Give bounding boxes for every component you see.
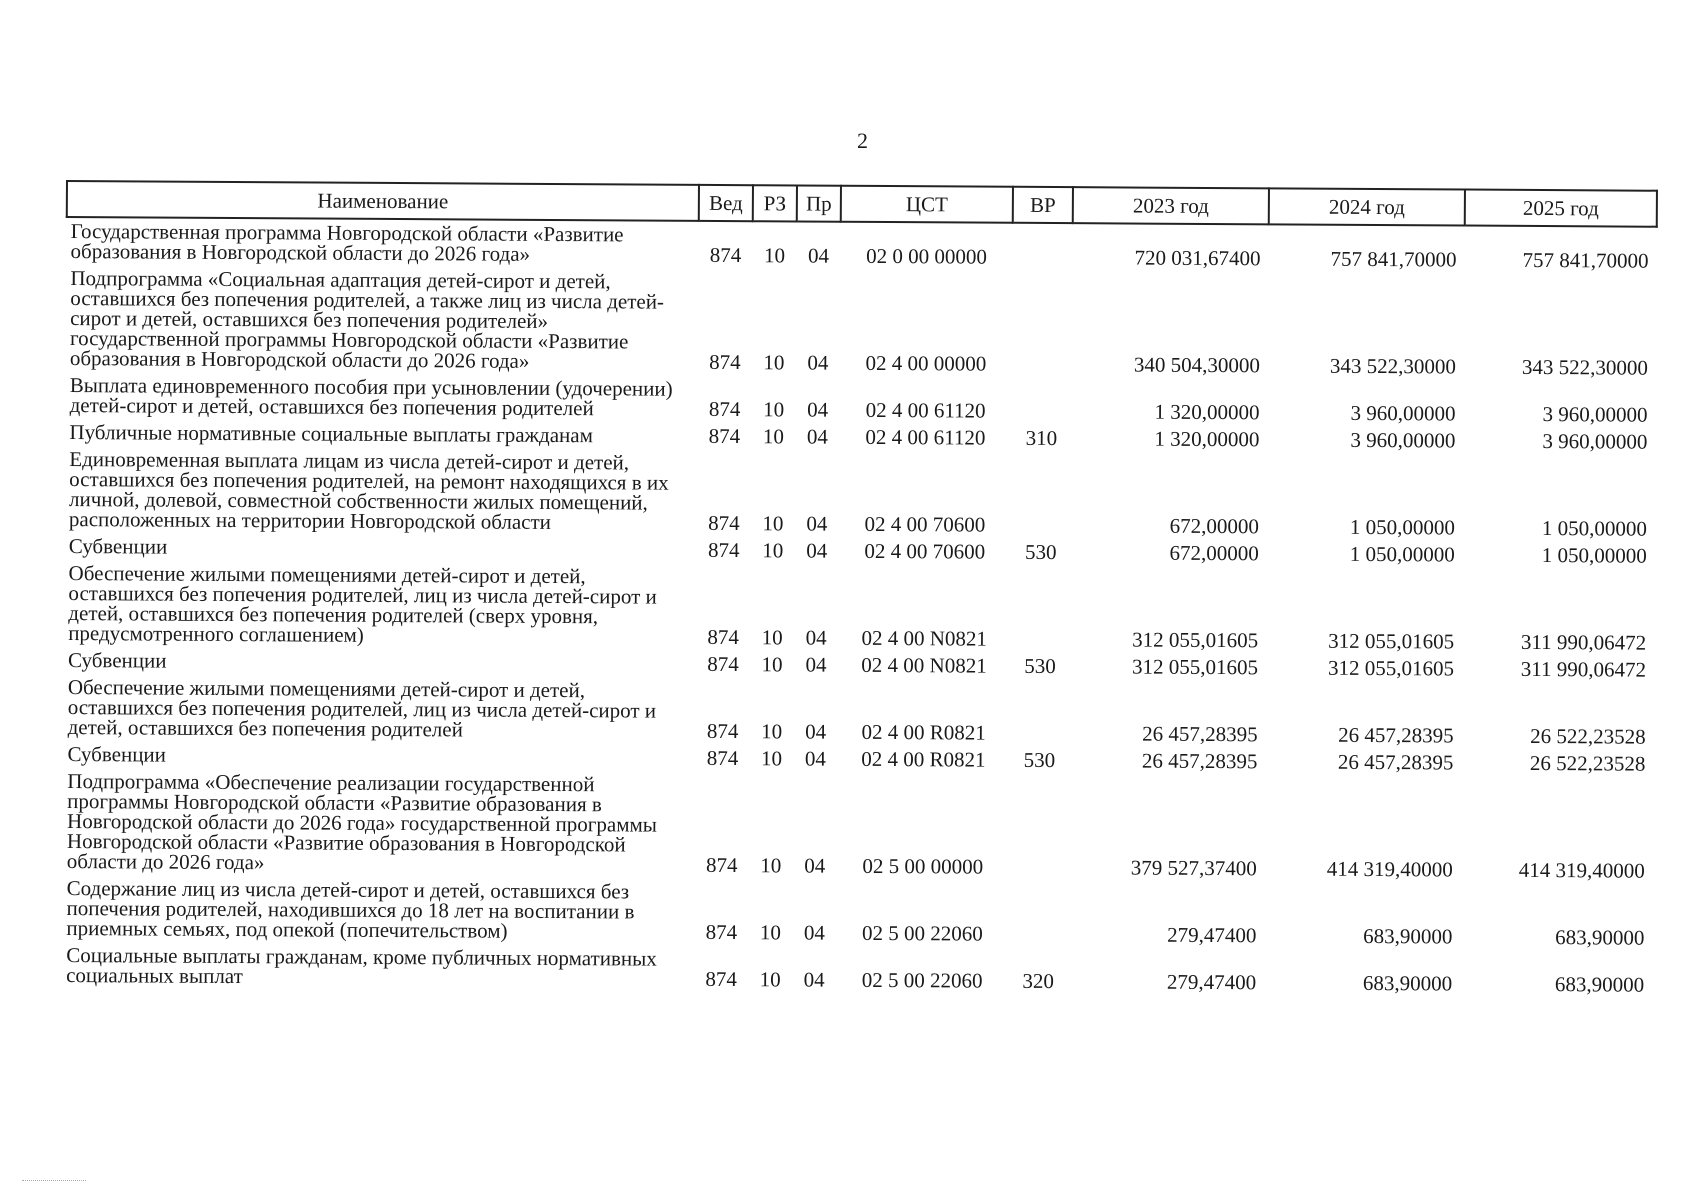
row-cst-cell: 02 4 00 70600: [864, 511, 986, 537]
row-2023-cell: 26 457,28395: [1141, 748, 1258, 774]
row-ved-cell: 874: [706, 852, 738, 878]
row-ved-cell: 874: [698, 221, 752, 269]
row-ved-cell: 874: [706, 718, 739, 744]
header-rz: РЗ: [753, 185, 797, 221]
row-vr-cell: [1012, 378, 1072, 425]
row-cst-cell: 02 4 00 00000: [865, 350, 987, 376]
row-pr-cell: 04: [806, 424, 829, 449]
row-rz-cell: 10: [761, 625, 783, 650]
row-name-cell: Социальные выплаты гражданам, кроме публичных нормативных социальных выплат: [66, 943, 657, 989]
row-pr-cell: 04: [805, 719, 827, 744]
row-rz-cell: 10: [759, 920, 781, 945]
row-2023-cell: 1 320,00000: [1154, 399, 1260, 425]
row-2024-cell: 757 841,70000: [1268, 224, 1464, 273]
page-number: 2: [857, 128, 868, 153]
row-2024-cell: 683,90000: [1362, 970, 1453, 996]
row-pr-cell: 04: [804, 853, 826, 878]
header-cst: ЦСТ: [841, 186, 1013, 223]
row-ved-cell: 874: [708, 510, 740, 536]
row-2025-cell: 3 960,00000: [1542, 402, 1648, 427]
row-2024-cell: 343 522,30000: [1329, 353, 1456, 379]
row-ved-cell: 874: [708, 423, 741, 449]
table-row: [65, 446, 1656, 543]
row-name-cell: Субвенции: [68, 534, 168, 559]
row-cst-cell: 02 4 00 61120: [865, 397, 986, 423]
row-name-cell: Обеспечение жилыми помещениями детей-сирот и детей, оставшихся без попечения родителей, лиц из числа детей-сирот и детей, оставшихся без попечения родителей (сверх уровня, предусмотренного соглашением): [68, 561, 657, 647]
row-rz-cell: 10: [763, 350, 785, 375]
table-row: [64, 674, 1654, 751]
row-2023-cell: 720 031,67400: [1072, 223, 1268, 272]
scan-artifact: [22, 1180, 86, 1183]
row-2025-cell: 1 050,00000: [1541, 543, 1647, 568]
row-2025-cell: 683,90000: [1555, 925, 1645, 950]
row-rz-cell: 10: [761, 652, 783, 677]
header-2023: 2023 год: [1073, 187, 1269, 224]
row-2025-cell: 683,90000: [1554, 972, 1645, 997]
row-2025-cell: 3 960,00000: [1542, 429, 1648, 454]
row-pr-cell: 04: [807, 350, 829, 375]
row-vr-cell: [1010, 680, 1070, 747]
row-rz-cell: 10: [760, 746, 783, 771]
row-2023-cell: 279,47400: [1166, 969, 1257, 995]
row-pr-cell: 04: [806, 538, 828, 563]
row-vr-cell: 530: [1023, 747, 1056, 773]
row-2023-cell: 379 527,37400: [1130, 855, 1257, 881]
row-name-cell: Выплата единовременного пособия при усыновлении (удочерении) детей-сирот и детей, оставшихся без попечения родителей: [69, 373, 673, 421]
row-vr-cell: 310: [1025, 425, 1058, 451]
row-vr-cell: [1010, 566, 1071, 653]
row-2023-cell: 312 055,01605: [1132, 627, 1259, 653]
row-2025-cell: 26 522,23528: [1529, 750, 1646, 776]
row-2023-cell: 672,00000: [1169, 540, 1259, 566]
row-rz-cell: 10: [752, 221, 796, 269]
row-cst-cell: 02 5 00 22060: [861, 920, 983, 946]
row-pr-cell: 04: [803, 967, 825, 992]
row-rz-cell: 10: [759, 967, 781, 992]
row-vr-cell: 530: [1024, 653, 1056, 679]
row-name-cell: Обеспечение жилыми помещениями детей-сирот и детей, оставшихся без попечения родителей, лиц из числа детей-сирот и детей, оставшихся без попечения родителей: [67, 675, 657, 742]
row-cst-cell: 02 4 00 70600: [864, 538, 986, 564]
row-2025-cell: 1 050,00000: [1541, 516, 1647, 541]
row-2025-cell: 414 319,40000: [1518, 857, 1645, 883]
row-cst-cell: 02 5 00 00000: [862, 853, 984, 879]
row-ved-cell: 874: [707, 537, 740, 563]
header-2024: 2024 год: [1269, 188, 1465, 225]
row-ved-cell: 874: [709, 349, 741, 375]
row-vr-cell: [1011, 452, 1072, 539]
row-2024-cell: 3 960,00000: [1350, 400, 1456, 426]
row-name-cell: Содержание лиц из числа детей-сирот и детей, оставшихся без попечения родителей, находившихся до 18 лет на воспитании в приемных семьях, под опекой (попечительством): [66, 876, 635, 943]
header-name: Наименование: [67, 181, 699, 221]
row-pr-cell: 04: [805, 652, 827, 677]
row-pr-cell: 04: [807, 397, 829, 422]
row-rz-cell: 10: [763, 397, 785, 422]
table-row: [66, 265, 1657, 382]
row-cst-cell: 02 4 00 R0821: [861, 719, 986, 745]
row-rz-cell: 10: [760, 853, 782, 878]
row-cst-cell: 02 4 00 N0821: [861, 652, 987, 678]
row-ved-cell: 874: [706, 745, 739, 771]
row-ved-cell: 874: [705, 966, 737, 992]
row-vr-cell: [1009, 774, 1070, 881]
row-vr-cell: [1008, 881, 1068, 948]
row-vr-cell: 530: [1024, 539, 1057, 565]
row-ved-cell: 874: [707, 624, 740, 650]
row-2023-cell: 312 055,01605: [1131, 654, 1259, 680]
row-pr-cell: 04: [805, 625, 827, 650]
row-2024-cell: 26 457,28395: [1337, 749, 1454, 775]
row-2025-cell: 343 522,30000: [1521, 354, 1648, 380]
row-name-cell: Субвенции: [67, 742, 167, 767]
budget-table: [61, 180, 1658, 999]
row-2024-cell: 683,90000: [1363, 923, 1453, 949]
row-2024-cell: 312 055,01605: [1327, 655, 1455, 681]
row-2025-cell: 26 522,23528: [1530, 723, 1646, 749]
row-2024-cell: 3 960,00000: [1350, 427, 1456, 453]
row-2023-cell: 279,47400: [1167, 922, 1257, 948]
row-name-cell: Публичные нормативные социальные выплаты гражданам: [69, 420, 594, 448]
table-row: [63, 768, 1654, 885]
header-vr: ВР: [1013, 187, 1073, 223]
row-name-cell: Государственная программа Новгородской области «Развитие образования в Новгородской области до 2026 года»: [66, 217, 698, 269]
row-cst-cell: 02 0 00 00000: [840, 222, 1012, 271]
row-2023-cell: 672,00000: [1169, 513, 1259, 539]
row-2025-cell: 311 990,06472: [1520, 629, 1647, 655]
row-2023-cell: 26 457,28395: [1142, 721, 1258, 747]
row-2023-cell: 1 320,00000: [1154, 426, 1260, 452]
row-cst-cell: 02 4 00 R0821: [861, 746, 986, 772]
row-2024-cell: 26 457,28395: [1338, 722, 1454, 748]
row-pr-cell: 04: [804, 746, 827, 771]
row-ved-cell: 874: [708, 396, 741, 422]
row-cst-cell: 02 4 00 N0821: [861, 625, 987, 651]
row-rz-cell: 10: [762, 424, 785, 449]
row-rz-cell: 10: [762, 511, 784, 536]
row-ved-cell: 874: [705, 919, 738, 945]
row-name-cell: Подпрограмма «Социальная адаптация детей-сирот и детей, оставшихся без попечения родителей, а также лиц из числа детей-сирот и детей, оставшихся без попечения родителей» государственной программы Новгородской области «Развитие образования в Новгородской области до 2026 года»: [69, 266, 665, 373]
row-2024-cell: 312 055,01605: [1328, 628, 1455, 654]
table-row: [62, 875, 1652, 952]
header-2025: 2025 год: [1465, 190, 1657, 227]
row-pr-cell: 04: [806, 511, 828, 536]
row-2023-cell: 340 504,30000: [1133, 352, 1260, 378]
row-cst-cell: 02 5 00 22060: [861, 967, 983, 993]
row-2024-cell: 1 050,00000: [1349, 541, 1455, 567]
row-cst-cell: 02 4 00 61120: [865, 424, 986, 450]
table-row: [64, 560, 1655, 657]
row-name-cell: Подпрограмма «Обеспечение реализации государственной программы Новгородской области «Развитие образования в Новгородской области до 2026 года» государственной программы Новгородской области «Развитие образования в Новгородской области до 2026 года»: [66, 769, 658, 875]
row-rz-cell: 10: [761, 719, 783, 744]
row-2024-cell: 414 319,40000: [1326, 856, 1453, 882]
row-pr-cell: 04: [796, 221, 840, 269]
row-2024-cell: 1 050,00000: [1349, 514, 1455, 540]
row-2025-cell: 311 990,06472: [1520, 656, 1647, 682]
row-name-cell: Единовременная выплата лицам из числа детей-сирот и детей, оставшихся без попечения родителей, на ремонт находящихся в их личной, долевой, совместной собственности жилых помещений, расположенных на территории Новгородской области: [68, 447, 669, 534]
row-pr-cell: 04: [803, 920, 825, 945]
row-2025-cell: 757 841,70000: [1464, 226, 1656, 275]
header-pr: Пр: [797, 185, 841, 221]
header-ved: Вед: [699, 185, 753, 221]
table-body: [62, 217, 1657, 999]
row-vr-cell: [1012, 271, 1073, 378]
row-vr-cell: 320: [1022, 968, 1054, 994]
row-name-cell: Субвенции: [67, 648, 167, 673]
row-vr-cell: [1012, 223, 1072, 271]
row-ved-cell: 874: [707, 651, 739, 677]
table-row: [62, 942, 1652, 999]
row-rz-cell: 10: [762, 538, 784, 563]
